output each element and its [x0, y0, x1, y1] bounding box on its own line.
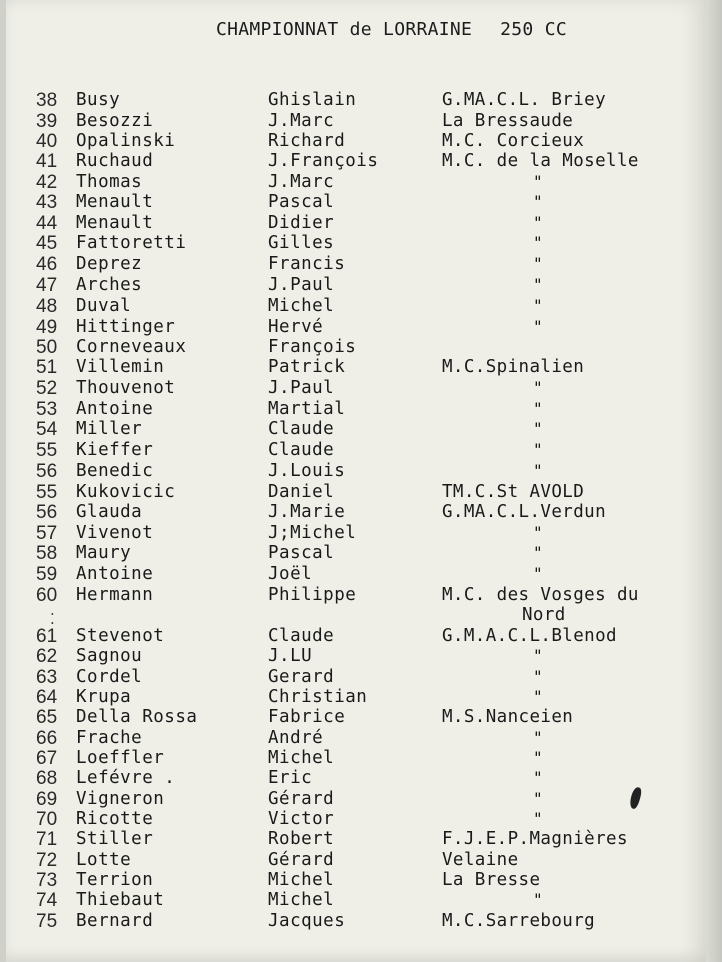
- club-name: M.S.Nanceien: [442, 707, 574, 727]
- ditto-mark: ": [533, 687, 543, 706]
- first-name: Ghislain: [268, 90, 357, 110]
- last-name: Glauda: [76, 502, 143, 522]
- entry-number: 74: [36, 890, 58, 911]
- table-row: [6, 440, 706, 461]
- table-row: [6, 523, 706, 544]
- entry-number: 63: [36, 667, 58, 688]
- entry-number: 54: [36, 419, 58, 440]
- ditto-mark: ": [533, 543, 543, 562]
- entry-number: 50: [36, 337, 58, 358]
- first-name: J.Paul: [268, 275, 335, 295]
- last-name: Della Rossa: [76, 707, 198, 727]
- club-name: TM.C.St AVOLD: [442, 482, 585, 502]
- last-name: Menault: [76, 192, 154, 212]
- ditto-mark: ": [533, 461, 543, 480]
- first-name: Fabrice: [268, 707, 346, 727]
- entry-number: 48: [36, 296, 58, 317]
- ditto-mark: ": [533, 378, 543, 397]
- first-name: Michel: [268, 890, 335, 910]
- last-name: Cordel: [76, 667, 143, 687]
- club-name-continued: Nord: [522, 605, 566, 625]
- club-name: F.J.E.P.Magnières: [442, 829, 628, 849]
- first-name: J;Michel: [268, 523, 357, 543]
- ditto-mark: ": [533, 523, 543, 542]
- entry-number: 57: [36, 523, 58, 544]
- table-row: [6, 850, 706, 871]
- table-row: [6, 585, 706, 625]
- last-name: Menault: [76, 213, 154, 233]
- first-name: J.Marc: [268, 172, 335, 192]
- entry-number: 49: [36, 317, 58, 338]
- entry-number: 45: [36, 233, 58, 254]
- last-name: Sagnou: [76, 646, 143, 666]
- club-name: G.MA.C.L. Briey: [442, 90, 607, 110]
- first-name: Michel: [268, 870, 335, 890]
- table-row: [6, 626, 706, 647]
- last-name: Ricotte: [76, 809, 154, 829]
- entry-number: 41: [36, 151, 58, 172]
- last-name: Maury: [76, 543, 132, 563]
- club-name: M.C.Sarrebourg: [442, 911, 596, 931]
- table-row: [6, 399, 706, 420]
- entry-number: 46: [36, 254, 58, 275]
- entry-number: 44: [36, 213, 58, 234]
- last-name: Frache: [76, 728, 143, 748]
- entry-number: 67: [36, 748, 58, 769]
- entry-number: 66: [36, 728, 58, 749]
- first-name: Claude: [268, 440, 335, 460]
- last-name: Fattoretti: [76, 233, 187, 253]
- last-name: Benedic: [76, 461, 154, 481]
- table-row: [6, 707, 706, 728]
- first-name: Gilles: [268, 233, 335, 253]
- ditto-mark: ": [533, 419, 543, 438]
- last-name: Thiebaut: [76, 890, 165, 910]
- entry-number: 62: [36, 646, 58, 667]
- last-name: Terrion: [76, 870, 154, 890]
- last-name: Opalinski: [76, 131, 176, 151]
- table-row: [6, 789, 706, 810]
- table-row: [6, 728, 706, 749]
- last-name: Thouvenot: [76, 378, 176, 398]
- ditto-mark: ": [533, 789, 543, 808]
- first-name: Michel: [268, 296, 335, 316]
- entry-number: 42: [36, 172, 58, 193]
- last-name: Duval: [76, 296, 132, 316]
- page-edge: [706, 0, 722, 962]
- first-name: J.LU: [268, 646, 313, 666]
- table-row: [6, 172, 706, 193]
- table-row: [6, 337, 706, 358]
- last-name: Krupa: [76, 687, 132, 707]
- ditto-mark: ": [533, 748, 543, 767]
- first-name: André: [268, 728, 324, 748]
- ditto-mark: ": [533, 172, 543, 191]
- table-row: [6, 890, 706, 911]
- entry-number: 58: [36, 543, 58, 564]
- entry-number: 73: [36, 870, 58, 891]
- document-page: [6, 0, 706, 962]
- last-name: Deprez: [76, 254, 143, 274]
- table-row: [6, 151, 706, 172]
- last-name: Antoine: [76, 399, 154, 419]
- table-row: [6, 357, 706, 378]
- table-row: [6, 809, 706, 830]
- club-name: M.C.Spinalien: [442, 357, 585, 377]
- ditto-mark: ": [533, 275, 543, 294]
- table-row: [6, 111, 706, 132]
- first-name: Claude: [268, 626, 335, 646]
- first-name: Gérard: [268, 850, 335, 870]
- ditto-mark: ": [533, 728, 543, 747]
- first-name: J.Paul: [268, 378, 335, 398]
- table-row: [6, 90, 706, 111]
- ditto-mark: ": [533, 809, 543, 828]
- first-name: Michel: [268, 748, 335, 768]
- table-row: [6, 461, 706, 482]
- ink-marks: ⁚: [50, 610, 55, 628]
- entry-number: 56: [36, 502, 58, 523]
- entry-number: 69: [36, 789, 58, 810]
- ditto-mark: ": [533, 440, 543, 459]
- entry-number: 51: [36, 357, 58, 378]
- first-name: Francis: [268, 254, 346, 274]
- last-name: Hittinger: [76, 317, 176, 337]
- last-name: Loeffler: [76, 748, 165, 768]
- table-row: [6, 748, 706, 769]
- last-name: Arches: [76, 275, 143, 295]
- entry-number: 61: [36, 626, 58, 647]
- table-row: [6, 317, 706, 338]
- table-row: [6, 768, 706, 789]
- ditto-mark: ": [533, 213, 543, 232]
- last-name: Antoine: [76, 564, 154, 584]
- first-name: Martial: [268, 399, 346, 419]
- first-name: J.Louis: [268, 461, 346, 481]
- entry-number: 70: [36, 809, 58, 830]
- table-row: [6, 646, 706, 667]
- first-name: Didier: [268, 213, 335, 233]
- table-row: [6, 254, 706, 275]
- first-name: Claude: [268, 419, 335, 439]
- first-name: Eric: [268, 768, 313, 788]
- entry-number: 40: [36, 131, 58, 152]
- ditto-mark: ": [533, 233, 543, 252]
- last-name: Ruchaud: [76, 151, 154, 171]
- first-name: J.François: [268, 151, 379, 171]
- last-name: Vivenot: [76, 523, 154, 543]
- ditto-mark: ": [533, 564, 543, 583]
- table-row: [6, 502, 706, 523]
- entry-number: 68: [36, 768, 58, 789]
- club-name: G.MA.C.L.Verdun: [442, 502, 607, 522]
- entry-number: 59: [36, 564, 58, 585]
- entry-number: 52: [36, 378, 58, 399]
- club-name: G.M.A.C.L.Blenod: [442, 626, 617, 646]
- entry-number: 55: [36, 440, 58, 461]
- entry-number: 53: [36, 399, 58, 420]
- first-name: Patrick: [268, 357, 346, 377]
- first-name: J.Marc: [268, 111, 335, 131]
- last-name: Kieffer: [76, 440, 154, 460]
- club-name: La Bresse: [442, 870, 541, 890]
- last-name: Lotte: [76, 850, 132, 870]
- entry-number: 72: [36, 850, 58, 871]
- first-name: Robert: [268, 829, 335, 849]
- table-row: [6, 419, 706, 440]
- last-name: Corneveaux: [76, 337, 187, 357]
- club-name: M.C. de la Moselle: [442, 151, 639, 171]
- table-row: [6, 275, 706, 296]
- table-row: [6, 543, 706, 564]
- club-name: La Bressaude: [442, 111, 574, 131]
- table-row: [6, 911, 706, 932]
- table-row: [6, 192, 706, 213]
- ditto-mark: ": [533, 317, 543, 336]
- first-name: François: [268, 337, 357, 357]
- ditto-mark: ": [533, 890, 543, 909]
- last-name: Lefévre .: [76, 768, 176, 788]
- first-name: Pascal: [268, 192, 335, 212]
- club-name: M.C. Corcieux: [442, 131, 585, 151]
- entry-number: 64: [36, 687, 58, 708]
- first-name: Joël: [268, 564, 313, 584]
- club-name: M.C. des Vosges du: [442, 585, 639, 605]
- last-name: Besozzi: [76, 111, 154, 131]
- first-name: Christian: [268, 687, 368, 707]
- first-name: Gerard: [268, 667, 335, 687]
- club-name: Velaine: [442, 850, 519, 870]
- first-name: Daniel: [268, 482, 335, 502]
- last-name: Stiller: [76, 829, 154, 849]
- ditto-mark: ": [533, 646, 543, 665]
- table-row: [6, 667, 706, 688]
- table-row: [6, 213, 706, 234]
- entry-number: 65: [36, 707, 58, 728]
- last-name: Thomas: [76, 172, 143, 192]
- entry-number: 56: [36, 461, 58, 482]
- ditto-mark: ": [533, 768, 543, 787]
- entry-number: 43: [36, 192, 58, 213]
- last-name: Bernard: [76, 911, 154, 931]
- entry-number: 55: [36, 482, 58, 503]
- last-name: Stevenot: [76, 626, 165, 646]
- entry-number: 39: [36, 111, 58, 132]
- page-title: [216, 19, 567, 40]
- last-name: Villemin: [76, 357, 165, 377]
- ditto-mark: ": [533, 254, 543, 273]
- first-name: Victor: [268, 809, 335, 829]
- entry-number: 75: [36, 911, 58, 932]
- ditto-mark: ": [533, 667, 543, 686]
- table-row: [6, 296, 706, 317]
- last-name: Busy: [76, 90, 121, 110]
- table-row: [6, 829, 706, 850]
- first-name: Hervé: [268, 317, 324, 337]
- first-name: Philippe: [268, 585, 357, 605]
- last-name: Kukovicic: [76, 482, 176, 502]
- last-name: Hermann: [76, 585, 154, 605]
- entry-number: 60: [36, 585, 58, 606]
- table-row: [6, 233, 706, 254]
- ditto-mark: ": [533, 399, 543, 418]
- first-name: J.Marie: [268, 502, 346, 522]
- table-row: [6, 870, 706, 891]
- table-row: [6, 564, 706, 585]
- table-row: [6, 687, 706, 708]
- title-text: CHAMPIONNAT de LORRAINE: [216, 19, 473, 40]
- first-name: Jacques: [268, 911, 346, 931]
- first-name: Richard: [268, 131, 346, 151]
- ditto-mark: ": [533, 296, 543, 315]
- table-row: [6, 131, 706, 152]
- class-label: 250 CC: [500, 19, 567, 40]
- last-name: Miller: [76, 419, 143, 439]
- table-row: [6, 378, 706, 399]
- first-name: Pascal: [268, 543, 335, 563]
- ditto-mark: ": [533, 192, 543, 211]
- entry-number: 47: [36, 275, 58, 296]
- first-name: Gérard: [268, 789, 335, 809]
- last-name: Vigneron: [76, 789, 165, 809]
- table-row: [6, 482, 706, 503]
- entry-number: 71: [36, 829, 58, 850]
- entry-number: 38: [36, 90, 58, 111]
